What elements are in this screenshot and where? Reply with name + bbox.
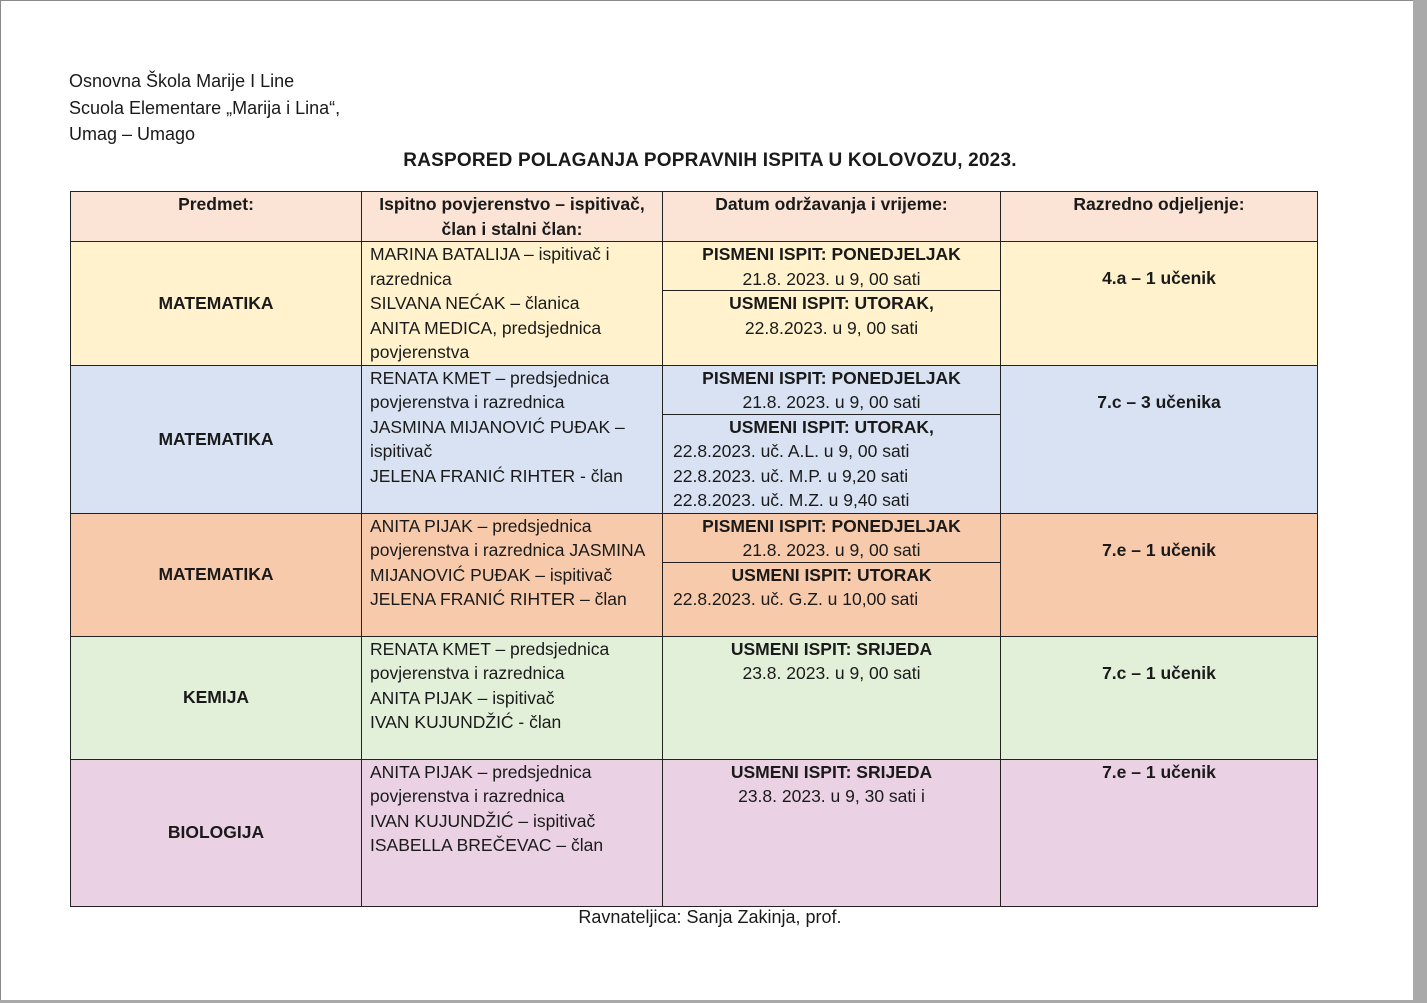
oral-exam: USMENI ISPIT: SRIJEDA 23.8. 2023. u 9, 30 sati i xyxy=(730,761,933,806)
written-exam: PISMENI ISPIT: PONEDJELJAK 21.8. 2023. u 9, 00 sati xyxy=(702,244,961,289)
oral-exam: USMENI ISPIT: UTORAK 22.8.2023. uč. G.Z. u 10,00 sati xyxy=(663,562,1000,612)
subject-cell: MATEMATIKA xyxy=(71,513,362,636)
class-cell: 4.a – 1 učenik xyxy=(1001,242,1318,366)
school-name-hr: Osnovna Škola Marije I Line xyxy=(69,71,295,91)
table-row xyxy=(71,759,1318,906)
date-cell xyxy=(663,636,1001,759)
document-title: RASPORED POLAGANJA POPRAVNIH ISPITA U KOLOVOZU, 2023. xyxy=(403,150,1017,171)
header-subject: Predmet: xyxy=(71,192,362,242)
written-exam: PISMENI ISPIT: PONEDJELJAK 21.8. 2023. u 9, 00 sati xyxy=(702,515,961,560)
written-exam: PISMENI ISPIT: PONEDJELJAK 21.8. 2023. u 9, 00 sati xyxy=(702,367,961,412)
table-header-row xyxy=(71,192,1318,242)
subject-cell: MATEMATIKA xyxy=(71,365,362,513)
class-cell: 7.c – 1 učenik xyxy=(1001,636,1318,759)
oral-exam: USMENI ISPIT: UTORAK, 22.8.2023. uč. A.L. u 9, 00 sati 22.8.2023. uč. M.P. u 9,20 sati 22.8.2023. uč. M.Z. u 9,40 sati xyxy=(663,414,1000,513)
date-cell xyxy=(663,242,1001,366)
class-cell: 7.e – 1 učenik xyxy=(1001,513,1318,636)
committee-cell: MARINA BATALIJA – ispitivač i razrednica SILVANA NEĆAK – članica ANITA MEDICA, predsjednica povjerenstva xyxy=(362,242,663,366)
header-class: Razredno odjeljenje: xyxy=(1001,192,1318,242)
header-committee: Ispitno povjerenstvo – ispitivač, član i stalni član: xyxy=(362,192,663,242)
school-name-it: Scuola Elementare „Marija i Lina“, xyxy=(69,97,341,118)
table-row xyxy=(71,365,1318,513)
table-row xyxy=(71,242,1318,366)
committee-cell: ANITA PIJAK – predsjednica povjerenstva i razrednica JASMINA MIJANOVIĆ PUĐAK – ispitivač JELENA FRANIĆ RIHTER – član xyxy=(362,513,663,636)
subject-cell: KEMIJA xyxy=(71,636,362,759)
class-cell: 7.e – 1 učenik xyxy=(1001,759,1318,906)
date-cell xyxy=(663,513,1001,636)
table-row xyxy=(71,636,1318,759)
school-header xyxy=(69,68,340,148)
school-city: Umag – Umago xyxy=(69,124,196,144)
exam-schedule-table xyxy=(70,191,1318,907)
class-cell: 7.c – 3 učenika xyxy=(1001,365,1318,513)
subject-cell: BIOLOGIJA xyxy=(71,759,362,906)
header-date: Datum održavanja i vrijeme: xyxy=(663,192,1001,242)
subject-cell: MATEMATIKA xyxy=(71,242,362,366)
committee-cell: ANITA PIJAK – predsjednica povjerenstva i razrednica IVAN KUJUNDŽIĆ – ispitivač ISABELLA BREČEVAC – član xyxy=(362,759,663,906)
committee-cell: RENATA KMET – predsjednica povjerenstva i razrednica JASMINA MIJANOVIĆ PUĐAK – ispitivač JELENA FRANIĆ RIHTER - član xyxy=(362,365,663,513)
oral-exam: USMENI ISPIT: UTORAK, 22.8.2023. u 9, 00 sati xyxy=(663,290,1000,340)
date-cell xyxy=(663,365,1001,513)
table-row xyxy=(71,513,1318,636)
date-cell xyxy=(663,759,1001,906)
oral-exam: USMENI ISPIT: SRIJEDA 23.8. 2023. u 9, 00 sati xyxy=(730,638,933,683)
signature-line: Ravnateljica: Sanja Zakinja, prof. xyxy=(578,907,842,927)
committee-cell: RENATA KMET – predsjednica povjerenstva i razrednica ANITA PIJAK – ispitivač IVAN KUJUNDŽIĆ - član xyxy=(362,636,663,759)
